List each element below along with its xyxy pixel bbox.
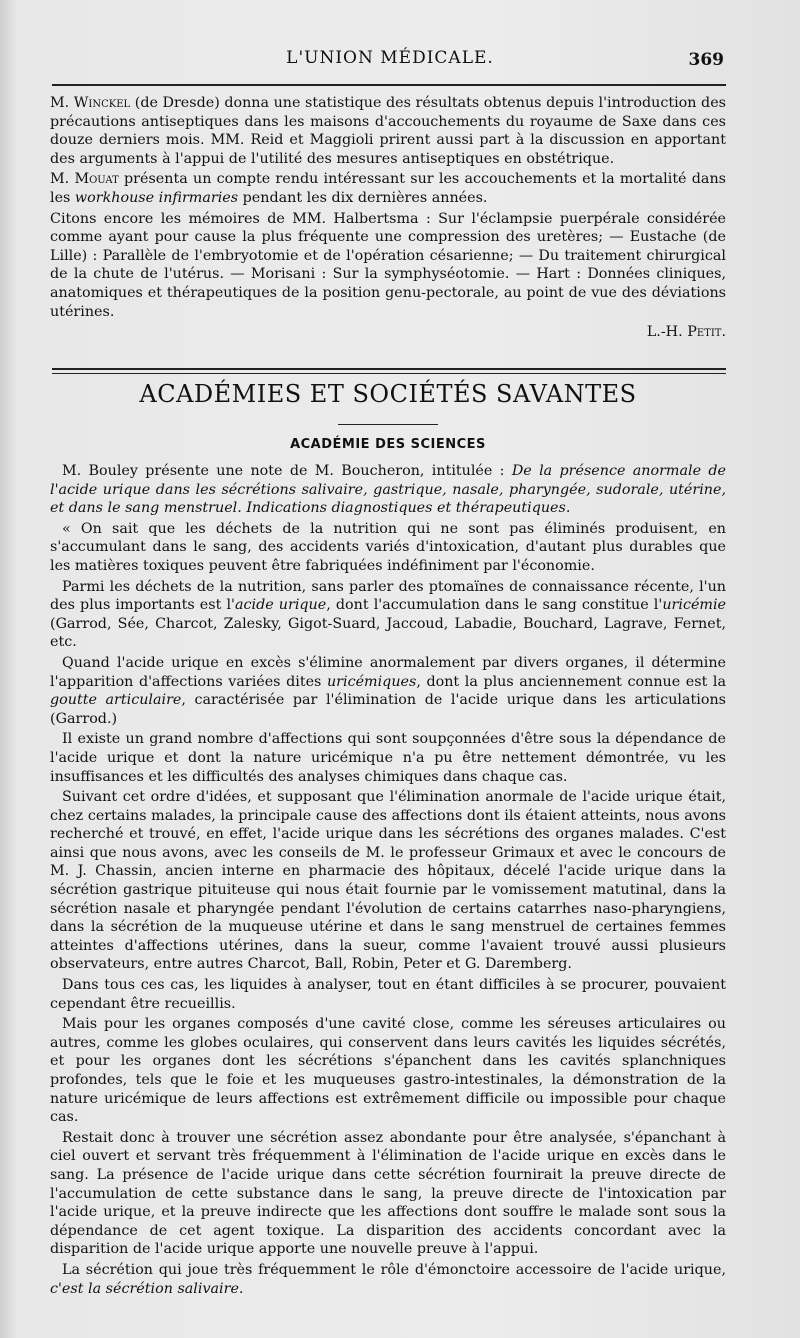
- main-body: [50, 462, 726, 1300]
- italic-term: acide urique: [234, 597, 327, 614]
- paragraph-text: pendant les dix dernières années.: [238, 189, 488, 206]
- author-name: M. Mouat: [50, 171, 119, 188]
- subsection-title: ACADÉMIE DES SCIENCES: [290, 437, 486, 452]
- signature: L.-H. Petit.: [646, 324, 726, 341]
- paragraph-exces: [50, 654, 726, 728]
- paragraph-bouley: [50, 462, 726, 518]
- paragraph-text: M. Bouley présente une note de M. Boucheron, intitulée :: [62, 463, 512, 479]
- title-underline: [338, 424, 438, 425]
- paragraph-text: , dont l'accumulation dans le sang constitue l': [326, 597, 663, 614]
- italic-term: uricémiques: [326, 673, 417, 690]
- paragraph-secretion: [50, 1261, 726, 1298]
- section-title: ACADÉMIES ET SOCIÉTÉS SAVANTES: [139, 380, 637, 408]
- italic-term: goutte articulaire: [50, 692, 182, 709]
- paragraph-mouat: [50, 170, 726, 207]
- paragraph-text: présenta un compte rendu intéressant sur les accouchements et la mortalité dans les: [50, 171, 726, 206]
- paragraph-text: Quand l'acide urique en excès s'élimine anormalement par divers organes, il détermine l'apparition d'affections variées dites: [50, 654, 726, 690]
- paragraph-mais: Mais pour les organes composés d'une cavité close, comme les séreuses articulaires ou autres, comme les globes oculaires, qui conservent dans leurs cavités les liquides sécrétés, et pour les organes dont les sécrétions s'épanchent dans les cavités splanchniques profondes, tels que le foie et les muqueuses gastro-intestinales, la démonstration de la nature uricémique de leurs affections est extrêmement difficile ou impossible pour chaque cas.: [50, 1016, 726, 1126]
- paragraph-restait: Restait donc à trouver une sécrétion assez abondante pour être analysée, s'épanchant à ciel ouvert et servant très fréquemment à l'élimination de l'acide urique en excès dans le sang. La présence de l'acide urique dans cette sécrétion fournirait la preuve directe de l'accumulation de cette substance dans le sang, la preuve directe de l'intoxication par l'acide urique, et la preuve indirecte que les affections dont souffre le malade sont sous la dépendance de cet agent toxique. La disparition des accidents concordant avec la disparition de l'acide urique apporte une nouvelle preuve à l'appui.: [50, 1129, 726, 1258]
- paragraph-text: La sécrétion qui joue très fréquemment le rôle d'émonctoire accessoire de l'acide urique,: [62, 1261, 726, 1278]
- paragraph-intro: « On sait que les déchets de la nutrition qui ne sont pas éliminés produisent, en s'accumulant dans le sang, des accidents variés d'intoxication, d'autant plus durables que les matières toxiques peuvent être fabriquées indéfiniment par l'économie.: [50, 520, 726, 574]
- italic-term: uricémie: [662, 597, 727, 614]
- paragraph-suivant: Suivant cet ordre d'idées, et supposant que l'élimination anormale de l'acide urique était, chez certains malades, la principale cause des affections dont ils étaient atteints, nous avons recherché et trouvé, en effet, l'acide urique dans les sécrétions des organes malades. C'est ainsi que nous avons, avec les conseils de M. le professeur Grimaux et avec le concours de M. J. Chassin, ancien interne en pharmacie des hôpitaux, décelé l'acide urique dans la sécrétion gastrique pituiteuse qui nous était fournie par le vomissement matutinal, dans la sécrétion nasale et pharyngée pendant l'évolution de certains catarrhes naso-pharyngiens, dans la sécrétion de la muqueuse utérine et dans le sang menstruel de certaines femmes atteintes d'affections utérines, dans la sueur, comme l'avaient trouvé aussi plusieurs observateurs, entre autres Charcot, Ball, Robin, Peter et G. Daremberg.: [50, 789, 726, 973]
- header-rule: [52, 84, 726, 86]
- top-section: [50, 94, 726, 342]
- page-header: [50, 44, 730, 74]
- paragraph-dechets: [50, 578, 726, 652]
- paragraph-text: (de Dresde) donna une statistique des résultats obtenus depuis l'introduction des précautions antiseptiques dans les maisons d'accouchements du royaume de Saxe dans ces douze derniers mois. MM. Reid et Maggioli prirent aussi part à la discussion en apportant des arguments à l'appui de l'utilité des mesures antiseptiques en obstétrique.: [50, 95, 726, 167]
- paragraph-text: , caractérisée par l'élimination de l'acide urique dans les articulations (Garrod.): [50, 692, 726, 727]
- paragraph-text: Parmi les déchets de la nutrition, sans parler des ptomaïnes de connaissance récente, l'un des plus importants est l': [50, 578, 726, 614]
- running-title: L'UNION MÉDICALE.: [286, 48, 494, 68]
- paragraph-affections: Il existe un grand nombre d'affections qui sont soupçonnées d'être sous la dépendance de l'acide urique et dont la nature uricémique n'a pu être nettement démontrée, vu les insuffisances et les difficultés des analyses chimiques dans chaque cas.: [50, 731, 726, 785]
- paragraph-text: (Garrod, Sée, Charcot, Zalesky, Gigot-Suard, Jaccoud, Labadie, Bouchard, Lagrave, Fernet, etc.: [50, 615, 726, 651]
- paragraph-citons: Citons encore les mémoires de MM. Halbertsma : Sur l'éclampsie puerpérale considérée comme ayant pour cause la plus fréquente une compression des uretères; — Eustache (de Lille) : Parallèle de l'embryotomie et de l'opération césarienne; — Du traitement chirurgical de la chute de l'utérus. — Morisani : Sur la symphyséotomie. — Hart : Données cliniques, anatomiques et thérapeutiques de la position genu-pectorale, au point de vue des déviations utérines.: [50, 210, 726, 320]
- paragraph-dans-tous: Dans tous ces cas, les liquides à analyser, tout en étant difficiles à se procurer, pouvaient cependant être recueillis.: [50, 977, 726, 1012]
- section-rule-top: [52, 368, 726, 370]
- note-title: De la présence anormale de l'acide urique dans les sécrétions salivaire, gastrique, nasale, pharyngée, sudorale, utérine, et dans le sang menstruel. Indications diagnostiques et thérapeutiques.: [50, 463, 726, 517]
- italic-term: workhouse infirmaries: [74, 189, 239, 206]
- page-number: 369: [688, 50, 724, 70]
- section-rule-bottom: [52, 373, 726, 374]
- italic-term: c'est la sécrétion salivaire.: [50, 1280, 244, 1297]
- author-name: M. Winckel: [50, 95, 131, 111]
- paragraph-text: , dont la plus anciennement connue est la: [416, 673, 726, 690]
- paragraph-winckel: [50, 94, 726, 168]
